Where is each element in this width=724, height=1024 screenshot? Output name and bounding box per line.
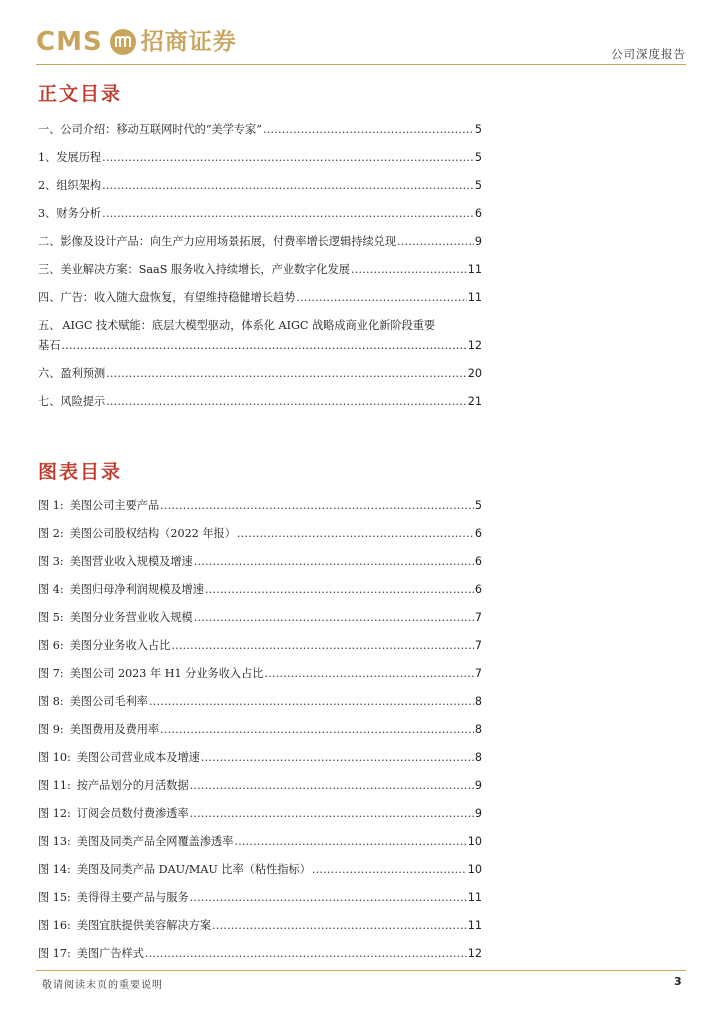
toc-entry-text: 影像及设计产品：向生产力应用场景拓展，付费率增长逻辑持续兑现	[60, 235, 397, 248]
leader-dots	[102, 151, 474, 165]
toc-entry-page: 21	[467, 395, 482, 408]
leader-dots	[102, 179, 474, 193]
figure-entry-text: 美图广告样式	[76, 947, 144, 960]
figure-entry-text: 美图公司股权结构（2022 年报）	[69, 527, 236, 540]
figure-entry-page: 8	[474, 723, 482, 736]
figure-entry-number: 图 5:	[38, 611, 64, 624]
figure-entry-text: 美图分业务营业收入规模	[69, 611, 193, 624]
figure-entry-text: 美图及同类产品全网覆盖渗透率	[76, 835, 234, 848]
figure-entry-page: 11	[467, 919, 482, 932]
toc-title: 正文目录	[38, 83, 123, 105]
figure-entry[interactable]	[38, 807, 482, 821]
figure-entry-page: 6	[474, 583, 482, 596]
toc-entry-line1	[38, 319, 482, 333]
leader-dots	[149, 695, 474, 709]
toc-entry-number: 三、	[38, 263, 61, 276]
toc-entry-text-continued: 基石	[38, 339, 61, 352]
logo-emblem-icon	[109, 28, 137, 56]
leader-dots	[171, 639, 474, 653]
toc-entry[interactable]	[38, 395, 482, 409]
figure-entry-page: 9	[474, 807, 482, 820]
leader-dots	[351, 263, 467, 277]
figure-entry[interactable]	[38, 611, 482, 625]
figure-entry[interactable]	[38, 499, 482, 513]
figure-entry-number: 图 3:	[38, 555, 64, 568]
figure-entry[interactable]	[38, 779, 482, 793]
leader-dots	[194, 555, 474, 569]
page-number: 3	[674, 975, 682, 988]
figure-entry-text: 美图营业收入规模及增速	[69, 555, 193, 568]
leader-dots	[296, 291, 466, 305]
figure-entry-page: 5	[474, 499, 482, 512]
toc-entry-text: 组织架构	[56, 179, 102, 192]
leader-dots	[190, 807, 474, 821]
figure-entry-text: 美图公司毛利率	[69, 695, 148, 708]
figure-entry[interactable]	[38, 863, 482, 877]
toc-entry-number: 五、	[38, 319, 61, 332]
figure-entry-page: 7	[474, 611, 482, 624]
figure-entry-number: 图 14:	[38, 863, 71, 876]
leader-dots	[264, 667, 473, 681]
figure-entry[interactable]	[38, 583, 482, 597]
toc-entry[interactable]	[38, 151, 482, 165]
figure-entry[interactable]	[38, 667, 482, 681]
figure-entry-page: 7	[474, 639, 482, 652]
leader-dots	[145, 947, 467, 961]
figure-entry[interactable]	[38, 639, 482, 653]
toc-entry-number: 2、	[38, 179, 57, 192]
toc-entry-text: 财务分析	[56, 207, 102, 220]
figure-entry-text: 美图公司主要产品	[69, 499, 160, 512]
toc-entry[interactable]	[38, 207, 482, 221]
figure-entry-page: 11	[467, 891, 482, 904]
leader-dots	[194, 611, 474, 625]
figure-entry-number: 图 1:	[38, 499, 64, 512]
toc-entry-line2	[38, 339, 482, 353]
figure-entry-text: 按产品划分的月活数据	[76, 779, 189, 792]
leader-dots	[234, 835, 466, 849]
toc-entry-page: 20	[467, 367, 482, 380]
leader-dots	[397, 235, 474, 249]
report-type-label: 公司深度报告	[611, 47, 686, 61]
toc-entry-page: 5	[474, 151, 482, 164]
figure-entry-number: 图 17:	[38, 947, 71, 960]
disclaimer-note: 敬请阅读末页的重要说明	[42, 980, 163, 991]
toc-entry-text: 发展历程	[56, 151, 102, 164]
company-logo	[36, 26, 237, 58]
toc-entry-number: 一、	[38, 123, 61, 136]
toc-entry-text: 广告：收入随大盘恢复，有望维持稳健增长趋势	[60, 291, 296, 304]
toc-entry[interactable]	[38, 291, 482, 305]
figure-entry-number: 图 8:	[38, 695, 64, 708]
toc-entry-wrapped[interactable]	[38, 319, 482, 353]
figure-entry-number: 图 16:	[38, 919, 71, 932]
figures-title: 图表目录	[38, 461, 123, 483]
figure-entry[interactable]	[38, 891, 482, 905]
toc-entry[interactable]	[38, 367, 482, 381]
leader-dots	[190, 891, 467, 905]
figure-entry-page: 8	[474, 695, 482, 708]
leader-dots	[205, 583, 474, 597]
figure-entry-number: 图 10:	[38, 751, 71, 764]
toc-entry-text: 盈利预测	[60, 367, 106, 380]
leader-dots	[312, 863, 467, 877]
toc-entry-page: 5	[474, 179, 482, 192]
leader-dots	[237, 527, 474, 541]
figure-entry-text: 美图公司 2023 年 H1 分业务收入占比	[69, 667, 264, 680]
figure-entry-page: 9	[474, 779, 482, 792]
figure-entry-text: 美图公司营业成本及增速	[76, 751, 200, 764]
figure-entry-text: 美图分业务收入占比	[69, 639, 171, 652]
toc-entry-number: 二、	[38, 235, 61, 248]
leader-dots	[102, 207, 474, 221]
leader-dots	[160, 723, 474, 737]
toc-entry-number: 四、	[38, 291, 61, 304]
toc-entry-page: 9	[474, 235, 482, 248]
toc-entry-page: 11	[467, 263, 482, 276]
toc-list	[38, 123, 482, 423]
figure-entry[interactable]	[38, 527, 482, 541]
figure-entry-number: 图 6:	[38, 639, 64, 652]
figures-list	[38, 499, 482, 975]
leader-dots	[212, 919, 467, 933]
figure-entry-page: 6	[474, 555, 482, 568]
figure-entry-number: 图 13:	[38, 835, 71, 848]
leader-dots	[160, 499, 474, 513]
footer-divider	[36, 970, 686, 971]
leader-dots	[201, 751, 474, 765]
toc-entry-text: 公司介绍：移动互联网时代的“美学专家”	[60, 123, 263, 136]
toc-entry[interactable]	[38, 179, 482, 193]
figure-entry[interactable]	[38, 555, 482, 569]
figure-entry-page: 10	[467, 835, 482, 848]
leader-dots	[106, 395, 467, 409]
figure-entry-text: 美图宜肤提供美容解决方案	[76, 919, 212, 932]
figure-entry-number: 图 7:	[38, 667, 64, 680]
figure-entry[interactable]	[38, 947, 482, 961]
leader-dots	[263, 123, 474, 137]
figure-entry[interactable]	[38, 751, 482, 765]
figure-entry-page: 12	[467, 947, 482, 960]
figure-entry-text: 美得得主要产品与服务	[76, 891, 189, 904]
figure-entry-number: 图 11:	[38, 779, 71, 792]
header-divider	[36, 64, 686, 65]
figure-entry[interactable]	[38, 695, 482, 709]
figure-entry-number: 图 12:	[38, 807, 71, 820]
leader-dots	[190, 779, 474, 793]
figure-entry-page: 10	[467, 863, 482, 876]
toc-entry[interactable]	[38, 123, 482, 137]
toc-entry-number: 六、	[38, 367, 61, 380]
page-header	[36, 26, 686, 66]
toc-entry[interactable]	[38, 235, 482, 249]
figure-entry-text: 订阅会员数付费渗透率	[76, 807, 189, 820]
figure-entry-number: 图 9:	[38, 723, 64, 736]
toc-entry-page: 12	[467, 339, 482, 352]
toc-entry[interactable]	[38, 263, 482, 277]
toc-entry-text: 风险提示	[60, 395, 106, 408]
figure-entry[interactable]	[38, 919, 482, 933]
toc-entry-text: 美业解决方案：SaaS 服务收入持续增长，产业数字化发展	[60, 263, 350, 276]
figure-entry-number: 图 15:	[38, 891, 71, 904]
figure-entry-text: 美图归母净利润规模及增速	[69, 583, 204, 596]
figure-entry-page: 6	[474, 527, 482, 540]
figure-entry[interactable]	[38, 723, 482, 737]
toc-entry-number: 七、	[38, 395, 61, 408]
figure-entry-page: 8	[474, 751, 482, 764]
figure-entry-text: 美图费用及费用率	[69, 723, 160, 736]
toc-entry-number: 1、	[38, 151, 57, 164]
figure-entry-number: 图 4:	[38, 583, 64, 596]
leader-dots	[61, 339, 466, 353]
toc-entry-text: AIGC 技术赋能：底层大模型驱动，体系化 AIGC 战略成商业化新阶段重要	[62, 319, 436, 332]
logo-cms-text: CMS	[36, 27, 103, 57]
figure-entry-text: 美图及同类产品 DAU/MAU 比率（粘性指标）	[76, 863, 311, 876]
toc-entry-number: 3、	[38, 207, 57, 220]
figure-entry-page: 7	[474, 667, 482, 680]
toc-entry-page: 11	[467, 291, 482, 304]
toc-entry-page: 5	[474, 123, 482, 136]
logo-cn-text: 招商证券	[140, 29, 237, 55]
toc-entry-page: 6	[474, 207, 482, 220]
leader-dots	[106, 367, 467, 381]
figure-entry-number: 图 2:	[38, 527, 64, 540]
figure-entry[interactable]	[38, 835, 482, 849]
